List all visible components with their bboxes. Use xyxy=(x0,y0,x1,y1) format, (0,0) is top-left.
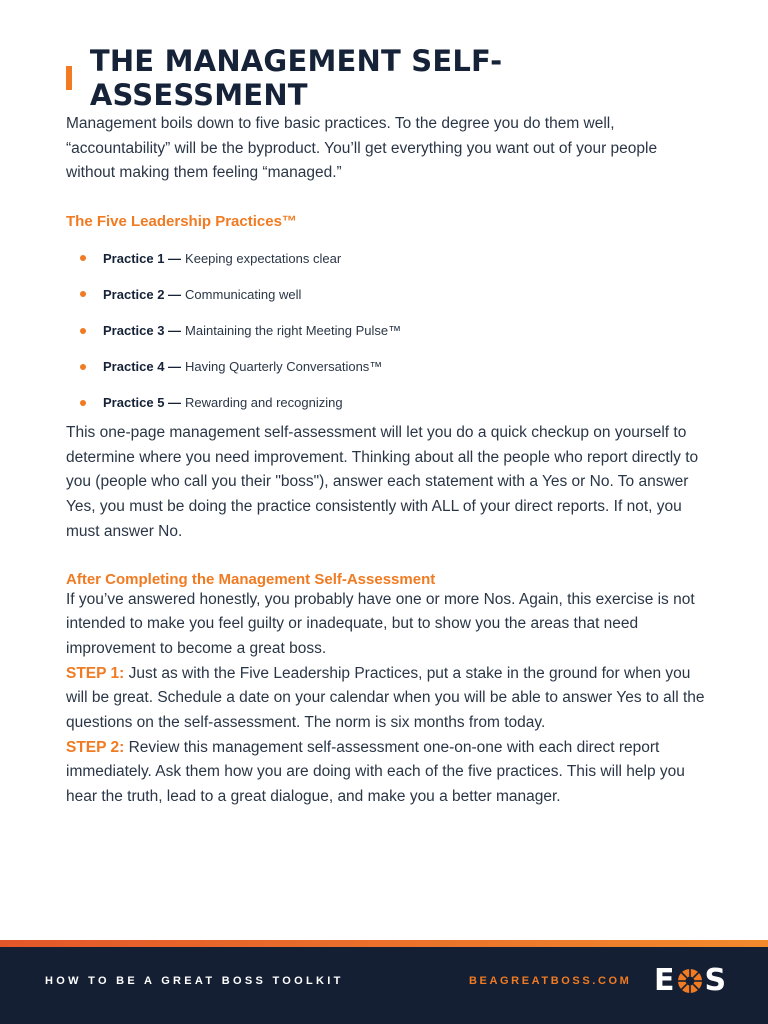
bullet-icon xyxy=(80,400,86,406)
practice-text: Communicating well xyxy=(185,286,302,302)
page-content xyxy=(66,44,706,810)
practice-text: Having Quarterly Conversations™ xyxy=(185,359,383,375)
logo-letter-e: E xyxy=(654,963,675,998)
step-text: Review this management self-assessment one-on-one with each direct report immediately. Ask them how you are doing with each of the five practices. This will help you hear the truth, lead to a great dialogue, and make you a better manager. xyxy=(66,738,685,806)
practice-name: Practice 3 — xyxy=(103,323,182,339)
practice-name: Practice 1 — xyxy=(103,250,182,266)
after-heading: After Completing the Management Self-Assessment xyxy=(66,570,436,588)
list-item xyxy=(80,240,706,276)
checkup-paragraph: This one-page management self-assessment will let you do a quick checkup on yourself to determine where you need improvement. Thinking about all the people who report directly to you (people who call you their "boss"), answer each statement with a Yes or No. To answer Yes, you must be doing the practice consistently with ALL of your direct reports. If not, you must answer No. xyxy=(66,424,699,540)
bullet-icon xyxy=(80,328,86,334)
list-item xyxy=(80,312,706,348)
eos-o-mark-icon xyxy=(676,967,704,995)
bullet-icon xyxy=(80,255,86,261)
step-text: Just as with the Five Leadership Practices, put a stake in the ground for when you will be great. Schedule a date on your calendar when you will be able to answer Yes to all the questions on the self-assessment. The norm is six months from today. xyxy=(66,664,705,732)
list-item xyxy=(80,385,706,421)
page-title: THE MANAGEMENT SELF-ASSESSMENT xyxy=(89,44,503,112)
step-1-paragraph xyxy=(66,662,706,736)
step-label: STEP 1: xyxy=(66,664,125,682)
list-item xyxy=(80,349,706,385)
practices-list xyxy=(80,240,706,421)
practice-text: Maintaining the right Meeting Pulse™ xyxy=(185,323,402,339)
footer xyxy=(0,947,768,1024)
bullet-icon xyxy=(80,291,86,297)
footer-accent-stripe xyxy=(0,940,768,947)
footer-toolkit-label: HOW TO BE A GREAT BOSS TOOLKIT xyxy=(45,975,344,987)
practice-name: Practice 5 — xyxy=(103,395,182,411)
footer-url-link[interactable]: BEAGREATBOSS.COM xyxy=(469,975,632,987)
logo-letter-s: S xyxy=(704,963,727,998)
practice-text: Rewarding and recognizing xyxy=(185,395,343,411)
eos-logo xyxy=(654,965,726,997)
title-row xyxy=(66,44,706,112)
step-label: STEP 2: xyxy=(66,738,125,756)
bullet-icon xyxy=(80,364,86,370)
title-accent-bar xyxy=(66,66,72,90)
practice-text: Keeping expectations clear xyxy=(185,250,342,266)
practice-name: Practice 2 — xyxy=(103,286,182,302)
practice-name: Practice 4 — xyxy=(103,359,182,375)
step-2-paragraph xyxy=(66,736,706,810)
practices-heading: The Five Leadership Practices™ xyxy=(66,213,297,231)
intro-paragraph: Management boils down to five basic practices. To the degree you do them well, “accountability” will be the byproduct. You’ll get everything you want out of your people without making them feeling “managed.” xyxy=(66,115,658,182)
list-item xyxy=(80,276,706,312)
after-paragraph: If you’ve answered honestly, you probably have one or more Nos. Again, this exercise is not intended to make you feel guilty or inadequate, but to show you the areas that need improvement to become a great boss. xyxy=(66,590,695,657)
